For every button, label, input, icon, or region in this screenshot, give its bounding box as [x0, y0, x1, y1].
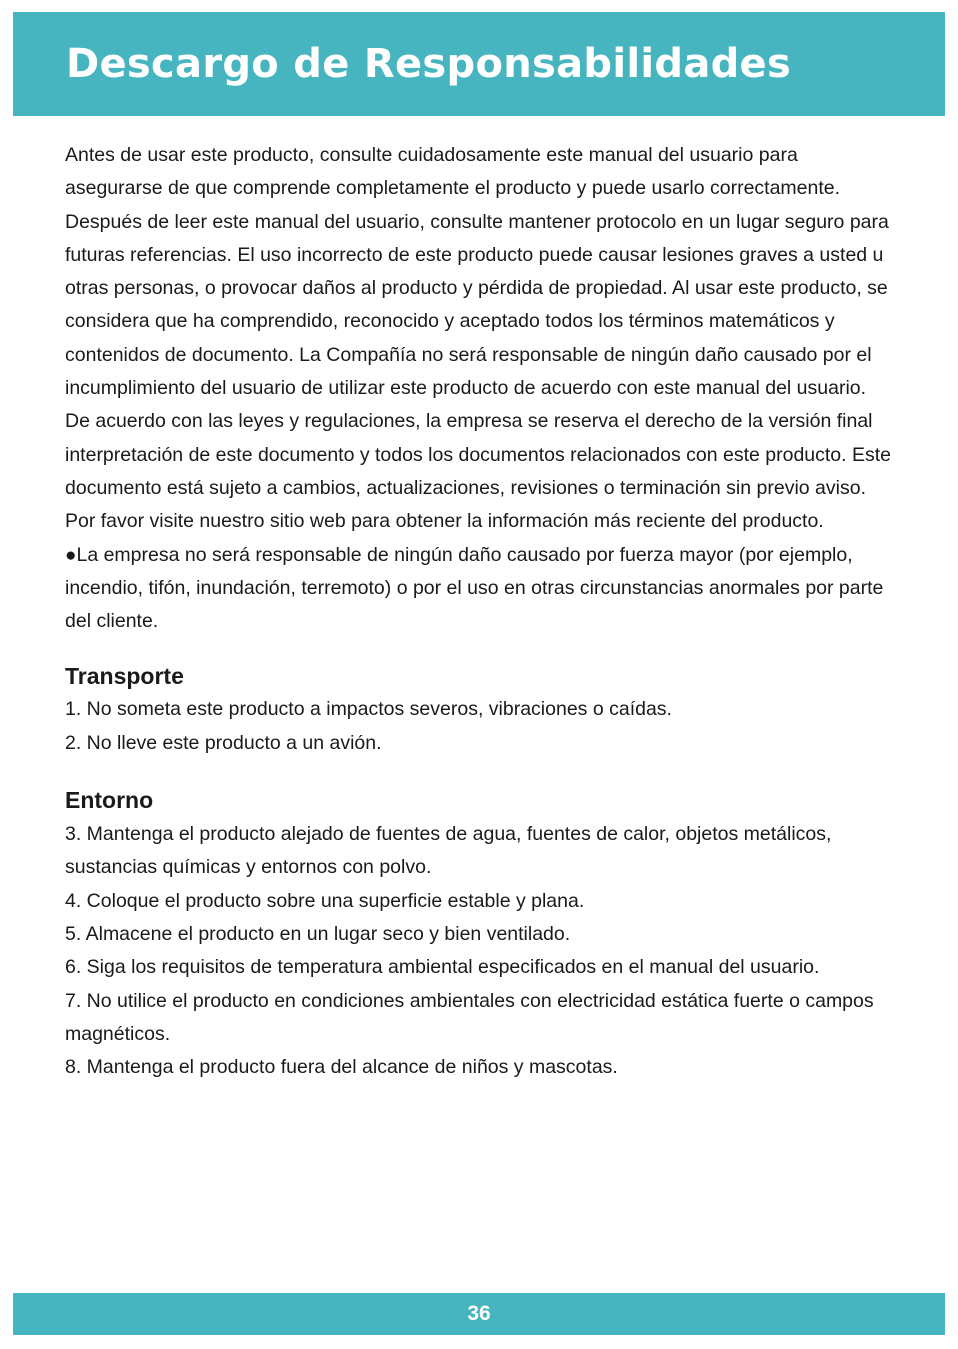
list-item: 3. Mantenga el producto alejado de fuentes de agua, fuentes de calor, objetos metálicos, sustancias químicas y entornos con polvo. — [65, 823, 832, 879]
footer-bar — [13, 1293, 945, 1335]
bullet-icon: ● — [65, 544, 77, 566]
page-title: Descargo de Responsabilidades — [66, 41, 792, 87]
header-bar — [13, 12, 945, 116]
list-item: 8. Mantenga el producto fuera del alcance de niños y mascotas. — [65, 1056, 618, 1079]
intro-paragraph-1: Antes de usar este producto, consulte cuidadosamente este manual del usuario para asegurarse de que comprende completamente el producto y puede usarlo correctamente. Después de leer este manual del usuario, consulte mantener protocolo en un lugar seguro para futuras referencias. El uso incorrecto de este producto puede causar lesiones graves a usted u otras personas, o provocar daños al producto y pérdida de propiedad. Al usar este producto, se considera que ha comprendido, reconocido y aceptado todos los términos matemáticos y contenidos de documento. La Compañía no será responsable de ningún daño causado por el incumplimiento del usuario de utilizar este producto de acuerdo con este manual del usuario. — [65, 144, 889, 400]
list-item: 6. Siga los requisitos de temperatura ambiental especificados en el manual del usuario. — [65, 956, 820, 979]
section-heading-entorno: Entorno — [65, 787, 154, 814]
section-heading-transporte: Transporte — [65, 663, 184, 690]
list-item: 2. No lleve este producto a un avión. — [65, 731, 382, 754]
document-body — [65, 139, 895, 1084]
page-number: 36 — [467, 1302, 491, 1325]
list-item: 7. No utilice el producto en condiciones ambientales con electricidad estática fuerte o campos magnéticos. — [65, 989, 874, 1045]
bullet-text: La empresa no será responsable de ningún daño causado por fuerza mayor (por ejemplo, incendio, tifón, inundación, terremoto) o por el uso en otras circunstancias anormales por parte del cliente. — [65, 543, 884, 633]
intro-paragraph-2: De acuerdo con las leyes y regulaciones, la empresa se reserva el derecho de la versión final interpretación de este documento y todos los documentos relacionados con este producto. Este documento está sujeto a cambios, actualizaciones, revisiones o terminación sin previo aviso. Por favor visite nuestro sitio web para obtener la información más reciente del producto. — [65, 410, 891, 533]
list-item: 5. Almacene el producto en un lugar seco y bien ventilado. — [65, 922, 571, 945]
list-item: 4. Coloque el producto sobre una superficie estable y plana. — [65, 889, 585, 912]
list-item: 1. No someta este producto a impactos severos, vibraciones o caídas. — [65, 698, 672, 721]
bullet-paragraph — [65, 539, 895, 639]
